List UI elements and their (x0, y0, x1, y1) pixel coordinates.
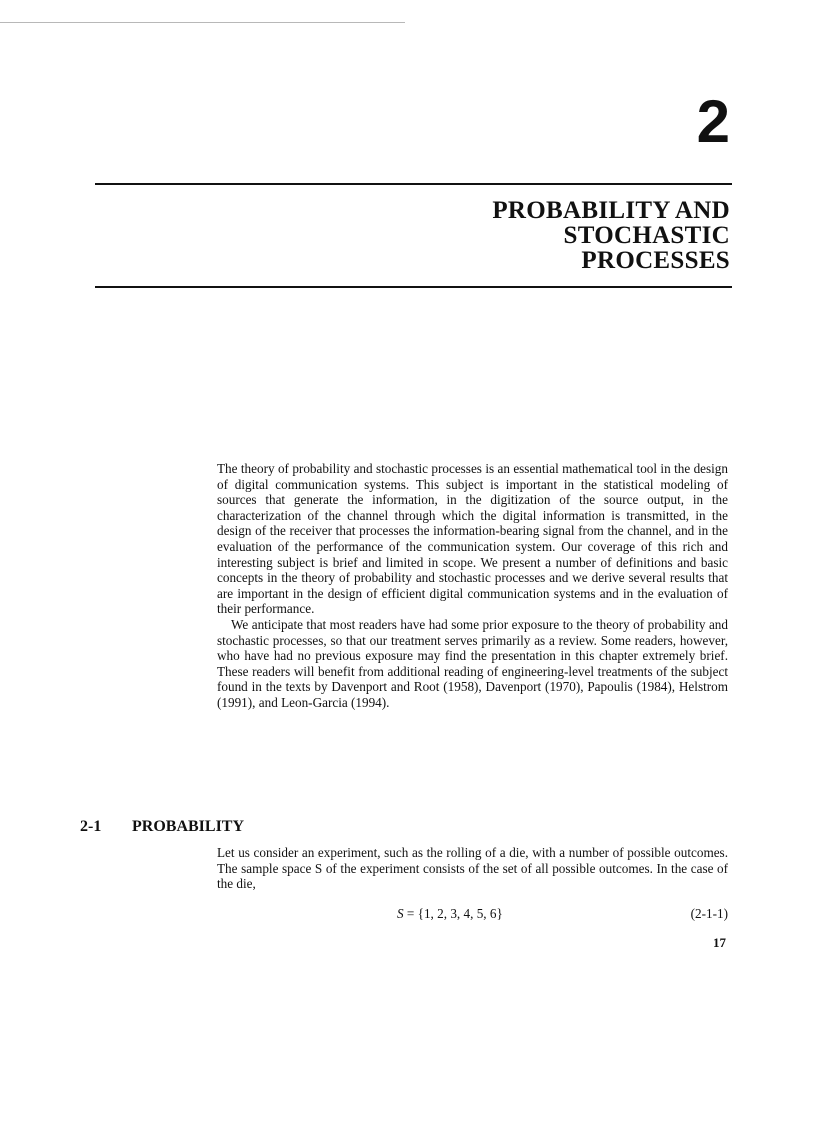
scan-top-rule (0, 22, 405, 23)
intro-paragraph: We anticipate that most readers have had some prior exposure to the theory of probability and stochastic processes, so that our treatment serves primarily as a review. Some readers, however, who have had no previous exposure may find the presentation in this chapter extremely brief. These readers will benefit from additional reading of engineering-level treatments of the subject found in the texts by Davenport and Root (1958), Davenport (1970), Papoulis (1984), Helstrom (1991), and Leon-Garcia (1994). (217, 616, 728, 710)
equation-row (217, 906, 728, 924)
section-number: 2-1 (80, 818, 102, 835)
title-rule-bottom (95, 286, 732, 288)
page-number: 17 (713, 935, 726, 950)
intro-paragraph: The theory of probability and stochastic processes is an essential mathematical tool in the design of digital communication systems. This subject is important in the statistical modeling of sources that generate the information, in the digitization of the source output, in the characterization of the channel through which the digital information is transmitted, in the design of the receiver that processes the information-bearing signal from the channel, and in the evaluation of the performance of the communication system. Our coverage of this rich and interesting subject is brief and limited in scope. We present a number of definitions and basic concepts in the theory of probability and stochastic processes and we derive several results that are important in the design of efficient digital communication systems and in the evaluation of their performance. (217, 461, 728, 617)
section-heading (80, 818, 244, 836)
chapter-number: 2 (696, 88, 730, 155)
chapter-title-line: PROCESSES (581, 247, 730, 274)
equation (397, 906, 503, 922)
chapter-title-line: PROBABILITY AND (492, 197, 730, 224)
equation-rhs: = {1, 2, 3, 4, 5, 6} (403, 906, 503, 921)
section-body (217, 845, 728, 892)
section-title: PROBABILITY (132, 818, 245, 835)
title-rule-top (95, 183, 732, 185)
section-paragraph: Let us consider an experiment, such as the rolling of a die, with a number of possible outcomes. The sample space S of the experiment consists of the set of all possible outcomes. In the case of the die, (217, 845, 728, 892)
intro-text (217, 461, 728, 711)
chapter-title (492, 198, 730, 273)
equation-variable: S (397, 906, 404, 921)
equation-number: (2-1-1) (690, 906, 728, 921)
chapter-title-line: STOCHASTIC (563, 222, 730, 249)
